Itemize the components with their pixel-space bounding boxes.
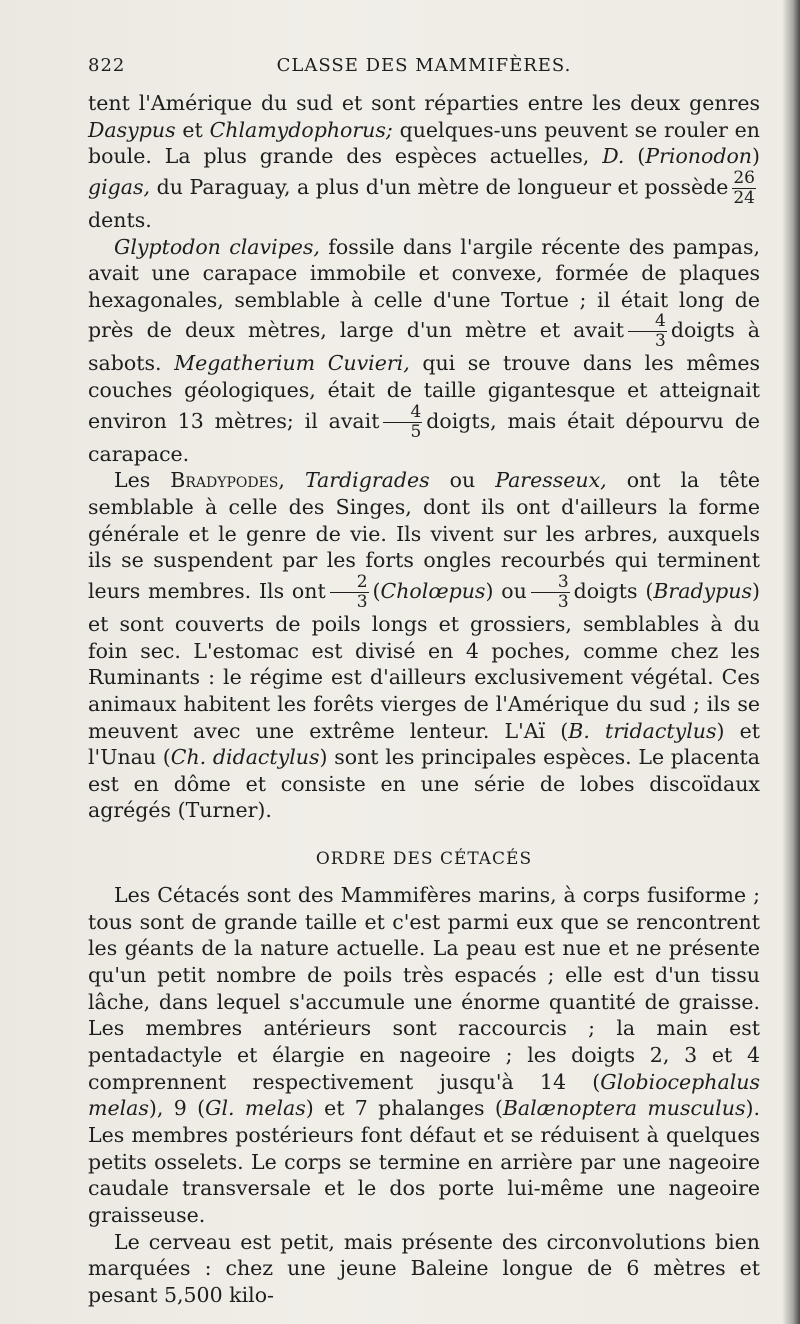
page-edge-shadow — [782, 0, 800, 1324]
text-run: qui se trouve dans les mêmes couches géologiques, était de taille gigantesque et atteignait environ 13 mètres; il avait — [88, 351, 760, 433]
text-run — [285, 468, 305, 492]
paragraph-bradypodes — [88, 467, 760, 824]
text-run: doigts ( — [573, 578, 654, 603]
fraction — [531, 571, 570, 612]
text-run: doigts, mais était dépourvu de carapace. — [88, 408, 760, 466]
species-name: Megatherium Cuvieri, — [174, 351, 410, 376]
paragraph-cetaces — [88, 882, 760, 1228]
fraction-denominator: 3 — [655, 331, 666, 352]
fraction-numerator: 4 — [628, 313, 667, 332]
fraction-numerator: 3 — [531, 574, 570, 593]
text-run: Les Cétacés sont des Mammifères marins, à corps fusiforme ; tous sont de grande taille et c'est parmi eux que se rencontrent les géants de la nature actuelle. La peau est nue et ne présente qu'un petit nombre de poils très espacés ; elle est d'un tissu lâche, dans lequel s'accumule une énorme quantité de graisse. Les membres antérieurs sont raccourcis ; la main est pentadactyle et élargie en nageoire ; les doigts 2, 3 et 4 comprennent respectivement jusqu'à 14 ( — [88, 883, 760, 1094]
page-header — [88, 55, 760, 85]
text-run: Les — [114, 468, 171, 493]
section-heading: ORDRE DES CÉTACÉS — [315, 849, 533, 870]
species-name: Glyptodon clavipes, — [114, 234, 320, 259]
species-name: Gl. melas — [205, 1096, 306, 1121]
group-name: Tardigrades — [304, 468, 430, 493]
species-name: gigas, — [88, 174, 151, 199]
fraction — [732, 167, 756, 208]
text-run: doigts à sabots. — [88, 318, 761, 376]
text-run: ( — [624, 144, 646, 169]
text-run: fossile dans l'argile récente des pampas, avait une carapace immobile et convexe, formée de plaques hexagonales, semblable à celle d'une Tortue ; il était long de près de deux mètres, large d'un mètre et avait — [88, 234, 760, 343]
fraction-denominator: 5 — [410, 421, 422, 442]
text-run: ou — [429, 468, 496, 493]
fraction-denominator: 24 — [733, 187, 755, 208]
running-head: CLASSE DES MAMMIFÈRES. — [276, 55, 572, 76]
species-name: B. tridactylus — [568, 718, 717, 743]
species-name: Ch. didactylus — [170, 745, 320, 770]
fraction — [628, 313, 667, 350]
text-run: ). Les membres postérieurs font défaut et se réduisent à quelques petits osselets. Le corps se termine en arrière par une nageoire caudale transversale et le dos porte lui-même une nageoire graisseuse. — [88, 1096, 760, 1227]
paragraph-glyptodon — [88, 234, 760, 468]
paragraph-armadillos — [88, 90, 760, 234]
text-run: ( — [372, 578, 381, 603]
text-run: ) et sont couverts de poils longs et grossiers, semblables à du foin sec. L'estomac est divisé en 4 poches, comme chez les Ruminants : le régime est d'ailleurs exclusivement végétal. Ces animaux habitent les forêts vierges de l'Amérique du sud ; ils se meuvent avec une extrême lenteur. L'Aï ( — [88, 578, 760, 743]
fraction-denominator: 3 — [557, 591, 569, 612]
text-run: et — [175, 117, 210, 142]
text-run: tent l'Amérique du sud et sont réparties entre les deux genres — [88, 91, 760, 115]
text-run: ) et l'Unau ( — [88, 718, 760, 770]
text-run: ) — [752, 144, 761, 169]
text-run: ), 9 ( — [148, 1096, 206, 1121]
group-name: Bradypodes, — [170, 468, 285, 493]
group-name: Paresseux, — [495, 468, 607, 493]
fraction-numerator: 4 — [383, 404, 422, 423]
page-number: 822 — [88, 55, 126, 76]
text-run: dents. — [88, 207, 152, 232]
paragraph-cerveau: Le cerveau est petit, mais présente des circonvolutions bien marquées : chez une jeune Baleine longue de 6 mètres et pesant 5,500 kilo- — [88, 1229, 760, 1307]
genus-name: Dasypus — [88, 117, 176, 142]
text-run: ) et 7 phalanges ( — [305, 1096, 503, 1121]
text-run: ) sont les principales espèces. Le placenta est en dôme et consiste en une série de lobes discoïdaux agrégés (Turner). — [88, 745, 760, 823]
text-run: du Paraguay, a plus d'un mètre de longueur et possède — [150, 174, 729, 199]
text-run: ) ou — [485, 578, 527, 603]
body-text — [88, 90, 760, 1308]
genus-name: Cholœpus — [380, 578, 486, 603]
fraction-numerator: 26 — [733, 167, 755, 188]
genus-name: D. — [602, 144, 625, 169]
fraction — [330, 571, 369, 612]
species-name: Globiocephalus melas — [88, 1069, 760, 1121]
genus-name: Bradypus — [653, 578, 752, 603]
species-name: Balænoptera musculus — [502, 1096, 746, 1121]
fraction-numerator: 2 — [330, 574, 369, 593]
text-run: quelques-uns peuvent se rouler en boule. La plus grande des espèces actuelles, — [88, 117, 761, 169]
text-run: ont la tête semblable à celle des Singes, dont ils ont d'ailleurs la forme générale et le genre de vie. Ils vivent sur les arbres, auxquels ils se suspendent par les forts ongles recourbés qui terminent leurs membres. Ils ont — [88, 468, 760, 603]
genus-name: Chlamydophorus; — [209, 117, 393, 142]
fraction — [383, 401, 422, 442]
genus-name: Prionodon — [645, 144, 753, 169]
fraction-denominator: 3 — [356, 591, 368, 612]
